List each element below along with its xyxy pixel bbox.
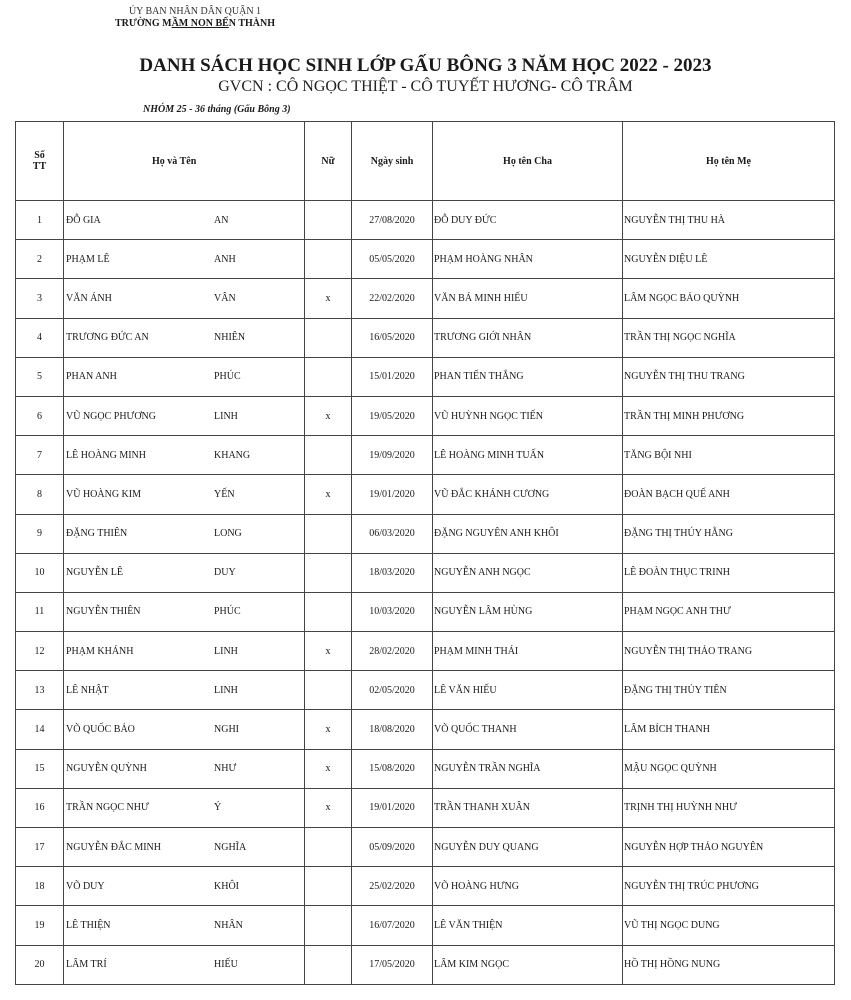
table-row <box>16 828 835 867</box>
student-surname: PHAN ANH <box>66 371 117 383</box>
header-name: Họ và Tên <box>64 122 305 201</box>
student-surname: VÕ DUY <box>66 880 105 892</box>
table-row <box>16 396 835 435</box>
cell-female-mark <box>305 436 352 475</box>
cell-student-name <box>64 749 305 788</box>
cell-student-name <box>64 788 305 827</box>
cell-mother-name: ĐẶNG THỊ THÚY HẰNG <box>623 514 835 553</box>
cell-date-of-birth: 16/07/2020 <box>352 906 433 945</box>
cell-student-name <box>64 945 305 984</box>
cell-female-mark: x <box>305 710 352 749</box>
cell-student-name <box>64 436 305 475</box>
table-row <box>16 592 835 631</box>
cell-date-of-birth: 19/01/2020 <box>352 475 433 514</box>
student-surname: NGUYỄN QUỲNH <box>66 763 147 775</box>
cell-student-name <box>64 906 305 945</box>
cell-father-name: LÊ VĂN HIẾU <box>433 671 623 710</box>
organization-header <box>100 6 290 30</box>
cell-father-name: PHAN TIẾN THẮNG <box>433 357 623 396</box>
student-given-name: HIẾU <box>214 959 238 971</box>
table-row <box>16 201 835 240</box>
cell-mother-name: ĐẶNG THỊ THỦY TIÊN <box>623 671 835 710</box>
table-row <box>16 906 835 945</box>
student-surname: ĐẶNG THIÊN <box>66 528 128 540</box>
cell-mother-name: LÂM NGỌC BẢO QUỲNH <box>623 279 835 318</box>
table-row <box>16 749 835 788</box>
header-dob: Ngày sinh <box>352 122 433 201</box>
student-given-name: NGHĨA <box>214 841 247 853</box>
cell-female-mark <box>305 201 352 240</box>
cell-mother-name: TĂNG BỘI NHI <box>623 436 835 475</box>
cell-father-name: PHẠM HOÀNG NHÂN <box>433 240 623 279</box>
cell-stt: 1 <box>16 201 64 240</box>
cell-female-mark: x <box>305 632 352 671</box>
student-given-name: YẾN <box>214 488 235 500</box>
cell-father-name: VŨ ĐẮC KHÁNH CƯƠNG <box>433 475 623 514</box>
student-given-name: LINH <box>214 645 238 657</box>
cell-stt: 18 <box>16 867 64 906</box>
cell-mother-name: NGUYỄN THỊ THU TRANG <box>623 357 835 396</box>
table-row <box>16 867 835 906</box>
table-row <box>16 279 835 318</box>
cell-mother-name: MẬU NGỌC QUỲNH <box>623 749 835 788</box>
cell-student-name <box>64 828 305 867</box>
cell-stt: 13 <box>16 671 64 710</box>
cell-date-of-birth: 05/09/2020 <box>352 828 433 867</box>
table-body <box>16 201 835 985</box>
student-surname: TRƯƠNG ĐỨC AN <box>66 332 149 344</box>
cell-father-name: VŨ HUỲNH NGỌC TIẾN <box>433 396 623 435</box>
cell-stt: 6 <box>16 396 64 435</box>
table-row <box>16 671 835 710</box>
cell-mother-name: NGUYỄN HỢP THẢO NGUYÊN <box>623 828 835 867</box>
header-stt-label: Số TT <box>32 150 47 172</box>
authority-name: ỦY BAN NHÂN DÂN QUẬN 1 <box>128 6 262 17</box>
cell-date-of-birth: 28/02/2020 <box>352 632 433 671</box>
cell-female-mark <box>305 592 352 631</box>
cell-date-of-birth: 15/01/2020 <box>352 357 433 396</box>
student-given-name: NHÂN <box>214 919 243 931</box>
cell-father-name: VÕ QUỐC THANH <box>433 710 623 749</box>
cell-stt: 7 <box>16 436 64 475</box>
student-surname: VŨ NGỌC PHƯƠNG <box>66 410 156 422</box>
cell-stt: 4 <box>16 318 64 357</box>
student-given-name: DUY <box>214 567 236 579</box>
student-surname: VĂN ÁNH <box>66 292 112 304</box>
cell-stt: 8 <box>16 475 64 514</box>
student-surname: VŨ HOÀNG KIM <box>66 488 141 500</box>
table-row <box>16 710 835 749</box>
cell-student-name <box>64 279 305 318</box>
cell-mother-name: HỒ THỊ HỒNG NUNG <box>623 945 835 984</box>
student-given-name: LINH <box>214 410 238 422</box>
cell-date-of-birth: 15/08/2020 <box>352 749 433 788</box>
cell-stt: 9 <box>16 514 64 553</box>
student-surname: LÂM TRÍ <box>66 959 107 971</box>
cell-student-name <box>64 592 305 631</box>
student-surname: TRẦN NGỌC NHƯ <box>66 802 149 814</box>
student-given-name: NHIÊN <box>214 332 246 344</box>
cell-student-name <box>64 514 305 553</box>
cell-student-name <box>64 632 305 671</box>
cell-female-mark: x <box>305 788 352 827</box>
cell-student-name <box>64 396 305 435</box>
table-row <box>16 318 835 357</box>
table-row <box>16 240 835 279</box>
cell-female-mark: x <box>305 749 352 788</box>
student-given-name: LINH <box>214 684 238 696</box>
cell-date-of-birth: 02/05/2020 <box>352 671 433 710</box>
cell-stt: 16 <box>16 788 64 827</box>
cell-father-name: ĐẶNG NGUYÊN ANH KHÔI <box>433 514 623 553</box>
student-surname: NGUYỄN THIÊN <box>66 606 141 618</box>
student-surname: LÊ HOÀNG MINH <box>66 449 146 461</box>
cell-female-mark <box>305 828 352 867</box>
cell-father-name: NGUYỄN LÂM HÙNG <box>433 592 623 631</box>
cell-date-of-birth: 19/05/2020 <box>352 396 433 435</box>
cell-female-mark <box>305 240 352 279</box>
header-father: Họ tên Cha <box>433 122 623 201</box>
cell-father-name: VÕ HOÀNG HƯNG <box>433 867 623 906</box>
table-row <box>16 514 835 553</box>
cell-date-of-birth: 10/03/2020 <box>352 592 433 631</box>
cell-mother-name: VŨ THỊ NGỌC DUNG <box>623 906 835 945</box>
cell-date-of-birth: 19/09/2020 <box>352 436 433 475</box>
student-surname: PHẠM KHÁNH <box>66 645 134 657</box>
cell-female-mark <box>305 318 352 357</box>
cell-stt: 12 <box>16 632 64 671</box>
cell-mother-name: ĐOÀN BẠCH QUẾ ANH <box>623 475 835 514</box>
header-mother: Họ tên Mẹ <box>623 122 835 201</box>
cell-mother-name: TRỊNH THỊ HUỲNH NHƯ <box>623 788 835 827</box>
student-roster-table <box>15 121 835 985</box>
cell-mother-name: PHẠM NGỌC ANH THƯ <box>623 592 835 631</box>
cell-female-mark <box>305 671 352 710</box>
student-given-name: KHÔI <box>214 880 239 892</box>
cell-father-name: NGUYỄN TRẦN NGHĨA <box>433 749 623 788</box>
student-given-name: AN <box>214 214 229 226</box>
cell-father-name: NGUYỄN ANH NGỌC <box>433 553 623 592</box>
cell-mother-name: LÂM BÍCH THANH <box>623 710 835 749</box>
cell-student-name <box>64 867 305 906</box>
cell-mother-name: TRẦN THỊ NGỌC NGHĨA <box>623 318 835 357</box>
school-name <box>100 18 290 30</box>
student-given-name: Ý <box>214 802 222 814</box>
cell-father-name: LÊ VĂN THIỆN <box>433 906 623 945</box>
cell-father-name: TRƯƠNG GIỚI NHÂN <box>433 318 623 357</box>
cell-female-mark <box>305 945 352 984</box>
cell-stt: 17 <box>16 828 64 867</box>
cell-father-name: PHẠM MINH THÁI <box>433 632 623 671</box>
student-surname: VÕ QUỐC BẢO <box>66 724 135 736</box>
cell-stt: 10 <box>16 553 64 592</box>
student-given-name: PHÚC <box>214 371 241 383</box>
cell-stt: 14 <box>16 710 64 749</box>
school-name-prefix: TRƯỜNG M <box>114 18 172 29</box>
cell-student-name <box>64 671 305 710</box>
student-given-name: NGHI <box>214 724 239 736</box>
cell-female-mark <box>305 357 352 396</box>
cell-female-mark: x <box>305 475 352 514</box>
cell-female-mark <box>305 906 352 945</box>
cell-stt: 5 <box>16 357 64 396</box>
document-heading <box>0 55 851 97</box>
cell-student-name <box>64 357 305 396</box>
cell-stt: 11 <box>16 592 64 631</box>
cell-mother-name: NGUYỄN DIỆU LÊ <box>623 240 835 279</box>
cell-date-of-birth: 05/05/2020 <box>352 240 433 279</box>
student-given-name: PHÚC <box>214 606 241 618</box>
cell-date-of-birth: 27/08/2020 <box>352 201 433 240</box>
header-female: Nữ <box>305 122 352 201</box>
school-name-suffix: N THÀNH <box>228 18 276 29</box>
cell-mother-name: NGUYỄN THỊ THU HÀ <box>623 201 835 240</box>
table-row <box>16 436 835 475</box>
cell-stt: 20 <box>16 945 64 984</box>
student-surname: NGUYỄN ĐẮC MINH <box>66 841 161 853</box>
student-given-name: NHƯ <box>214 763 237 775</box>
homeroom-teachers: GVCN : CÔ NGỌC THIỆT - CÔ TUYẾT HƯƠNG- CÔ TRÂM <box>218 78 633 95</box>
cell-father-name: ĐỖ DUY ĐỨC <box>433 201 623 240</box>
table-row <box>16 945 835 984</box>
table-header-row <box>16 122 835 201</box>
cell-female-mark: x <box>305 396 352 435</box>
table-row <box>16 475 835 514</box>
cell-student-name <box>64 710 305 749</box>
student-given-name: ANH <box>214 253 236 265</box>
cell-mother-name: NGUYỄN THỊ THẢO TRANG <box>623 632 835 671</box>
cell-stt: 3 <box>16 279 64 318</box>
cell-mother-name: LÊ ĐOÀN THỤC TRINH <box>623 553 835 592</box>
student-surname: PHẠM LÊ <box>66 253 110 265</box>
cell-student-name <box>64 240 305 279</box>
student-surname: LÊ NHẬT <box>66 684 109 696</box>
cell-date-of-birth: 06/03/2020 <box>352 514 433 553</box>
student-surname: ĐỖ GIA <box>66 214 101 226</box>
table-row <box>16 553 835 592</box>
cell-date-of-birth: 22/02/2020 <box>352 279 433 318</box>
cell-date-of-birth: 19/01/2020 <box>352 788 433 827</box>
page-title: DANH SÁCH HỌC SINH LỚP GẤU BÔNG 3 NĂM HỌC 2022 - 2023 <box>139 55 712 76</box>
cell-date-of-birth: 18/08/2020 <box>352 710 433 749</box>
student-surname: NGUYỄN LÊ <box>66 567 123 579</box>
cell-father-name: LÂM KIM NGỌC <box>433 945 623 984</box>
cell-student-name <box>64 553 305 592</box>
cell-stt: 15 <box>16 749 64 788</box>
age-group-label: NHÓM 25 - 36 tháng (Gấu Bông 3) <box>143 104 291 115</box>
student-given-name: LONG <box>214 528 242 540</box>
cell-mother-name: TRẦN THỊ MINH PHƯƠNG <box>623 396 835 435</box>
cell-date-of-birth: 25/02/2020 <box>352 867 433 906</box>
cell-student-name <box>64 318 305 357</box>
cell-female-mark: x <box>305 279 352 318</box>
cell-date-of-birth: 17/05/2020 <box>352 945 433 984</box>
cell-mother-name: NGUYỄN THỊ TRÚC PHƯƠNG <box>623 867 835 906</box>
student-given-name: VÂN <box>214 292 236 304</box>
cell-female-mark <box>305 553 352 592</box>
table-row <box>16 357 835 396</box>
student-surname: LÊ THIỆN <box>66 919 111 931</box>
school-name-underlined: ẦM NON BẾ <box>171 18 229 29</box>
cell-student-name <box>64 201 305 240</box>
cell-father-name: VĂN BÁ MINH HIẾU <box>433 279 623 318</box>
table-row <box>16 632 835 671</box>
cell-student-name <box>64 475 305 514</box>
cell-father-name: LÊ HOÀNG MINH TUẤN <box>433 436 623 475</box>
cell-stt: 2 <box>16 240 64 279</box>
cell-female-mark <box>305 514 352 553</box>
cell-father-name: TRẦN THANH XUÂN <box>433 788 623 827</box>
table-row <box>16 788 835 827</box>
cell-date-of-birth: 18/03/2020 <box>352 553 433 592</box>
cell-stt: 19 <box>16 906 64 945</box>
cell-date-of-birth: 16/05/2020 <box>352 318 433 357</box>
header-stt <box>16 122 64 201</box>
cell-father-name: NGUYỄN DUY QUANG <box>433 828 623 867</box>
student-given-name: KHANG <box>214 449 251 461</box>
cell-female-mark <box>305 867 352 906</box>
